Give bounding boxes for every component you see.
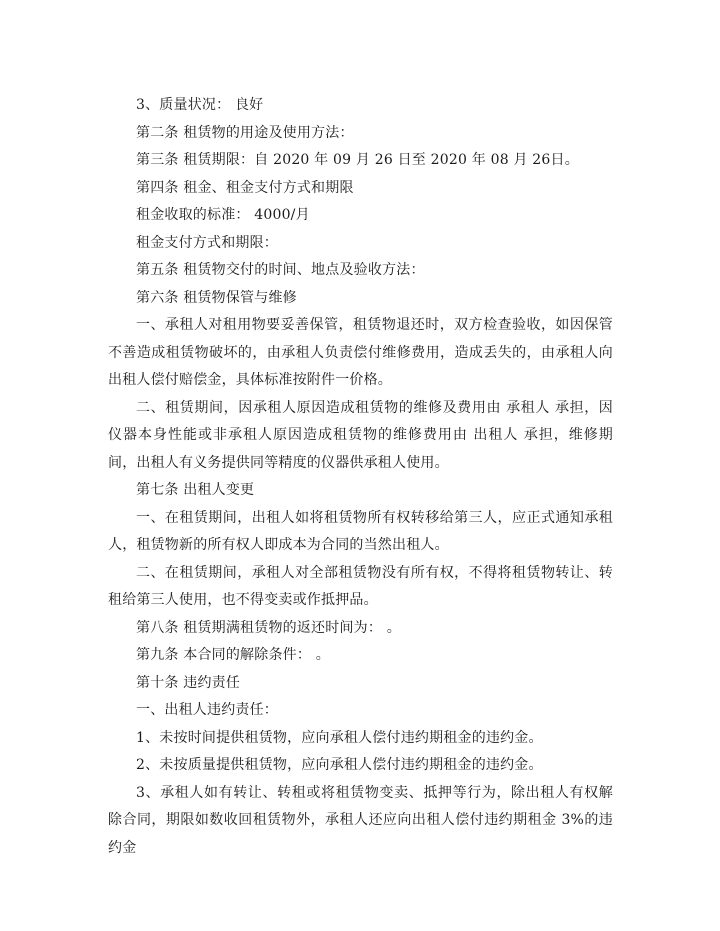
text-line: 一、出租人违约责任： — [136, 702, 278, 718]
text-line: 第五条 租赁物交付的时间、地点及验收方法： — [136, 262, 425, 278]
text-line: 第八条 租赁期满租赁物的返还时间为： 。 — [136, 619, 401, 636]
text-line: 2、未按质量提供租赁物，应向承租人偿付违约期租金的违约金。 — [136, 757, 543, 773]
paragraph: 一、在租赁期间，出租人如将租赁物所有权转移给第三人，应正式通知承租人，租赁物新的所有权人即成本为合同的当然出租人。 — [108, 509, 613, 553]
text-line: 第六条 租赁物保管与维修 — [136, 289, 297, 306]
document-body — [108, 92, 613, 862]
text-line: 3、质量状况： 良好 — [136, 97, 264, 113]
text-line: 1、未按时间提供租赁物，应向承租人偿付违约期租金的违约金。 — [136, 729, 543, 746]
text-line: 第四条 租金、租金支付方式和期限 — [136, 179, 354, 196]
text-line: 第九条 本合同的解除条件： 。 — [136, 647, 330, 663]
paragraph: 3、承租人如有转让、转租或将租赁物变卖、抵押等行为，除出租人有权解除合同，期限如数收回租赁物外，承租人还应向出租人偿付违约期租金 3%的违约金 — [108, 784, 613, 856]
text-line: 租金收取的标准： 4000/月 — [136, 207, 310, 223]
text-line: 第三条 租赁期限：自 2020 年 09 月 26 日至 2020 年 08 月 26日。 — [136, 152, 579, 168]
text-line: 租金支付方式和期限： — [136, 234, 278, 251]
paragraph: 二、租赁期间，因承租人原因造成租赁物的维修及费用由 承租人 承担，因仪器本身性能或非承租人原因造成租赁物的维修费用由 出租人 承担，维修期间，出租人有义务提供同等精度的仪器供承租人使用。 — [108, 399, 613, 471]
text-line: 第二条 租赁物的用途及使用方法： — [136, 124, 354, 141]
text-line: 第十条 违约责任 — [136, 674, 241, 691]
paragraph: 一、承租人对租用物要妥善保管，租赁物退还时，双方检查验收，如因保管不善造成租赁物破坏的，由承租人负责偿付维修费用，造成丢失的，由承租人向出租人偿付赔偿金，具体标准按附件一价格。 — [108, 317, 613, 388]
text-line: 第七条 出租人变更 — [136, 482, 255, 498]
paragraph: 二、在租赁期间，承租人对全部租赁物没有所有权，不得将租赁物转让、转租给第三人使用，也不得变卖或作抵押品。 — [108, 564, 613, 608]
